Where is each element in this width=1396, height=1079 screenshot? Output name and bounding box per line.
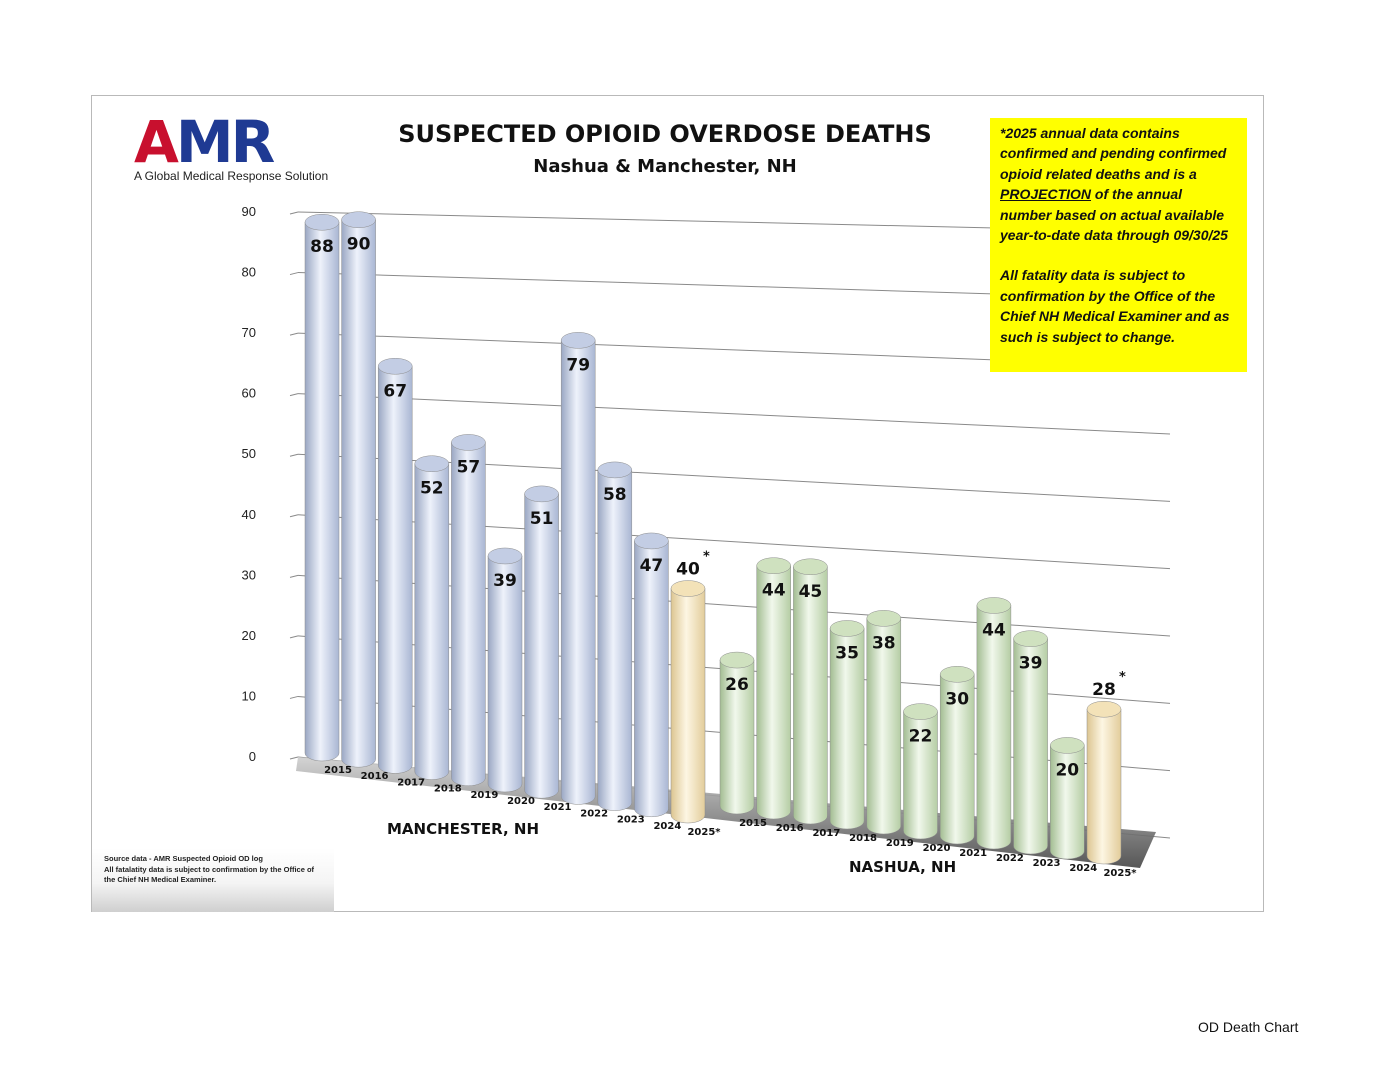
bar-value-label: 67 <box>383 381 408 402</box>
projection-asterisk: * <box>1119 670 1126 686</box>
bar-top <box>342 212 376 228</box>
gridline-wall <box>290 333 298 335</box>
bar-value-label: 26 <box>725 675 749 696</box>
x-tick-label: 2020 <box>507 796 535 807</box>
x-tick-label: 2017 <box>812 828 841 839</box>
y-tick-label: 0 <box>248 749 256 764</box>
x-tick-label: 2015 <box>739 818 767 829</box>
bar <box>1087 709 1121 864</box>
gridline-wall <box>290 696 298 698</box>
x-tick-label: 2024 <box>1069 863 1098 874</box>
bar-value-label: 88 <box>310 237 334 258</box>
bar-top <box>378 358 412 374</box>
bar <box>757 566 791 819</box>
projection-asterisk: * <box>703 549 710 565</box>
y-tick-label: 90 <box>241 204 256 219</box>
source-note-disclaimer: All fatalatity data is subject to confirmation by the Office of the Chief NH Medical Examiner. <box>104 864 315 884</box>
bar-top <box>1050 737 1084 753</box>
bar <box>342 220 376 767</box>
bar-value-label: 39 <box>1018 653 1043 674</box>
bar-value-label: 40 <box>676 559 700 580</box>
bar <box>671 589 705 823</box>
x-tick-label: 2022 <box>995 853 1024 864</box>
amr-logo <box>134 108 329 185</box>
bar <box>488 556 522 792</box>
x-tick-label: 2025* <box>687 827 721 838</box>
x-tick-label: 2017 <box>397 777 426 789</box>
x-tick-label: 2018 <box>433 783 462 795</box>
series-label-manchester: MANCHESTER, NH <box>387 820 540 838</box>
bar-top <box>1014 631 1048 647</box>
x-tick-label: 2023 <box>1032 858 1061 869</box>
page-footer: OD Death Chart <box>1198 1019 1299 1035</box>
gridline <box>298 394 1170 434</box>
y-tick-label: 30 <box>241 567 256 583</box>
projection-note <box>990 118 1247 372</box>
bar-value-label: 35 <box>835 643 859 664</box>
bar-top <box>415 456 449 472</box>
y-tick-label: 60 <box>241 385 256 401</box>
gridline-wall <box>290 454 298 456</box>
source-note <box>92 848 334 912</box>
bar <box>305 222 339 761</box>
bar <box>415 464 449 780</box>
x-tick-label: 2018 <box>849 833 878 844</box>
bar-value-label: 51 <box>529 508 554 529</box>
bar-value-label: 47 <box>639 555 664 576</box>
bar-top <box>488 548 522 564</box>
bar-top <box>830 620 864 636</box>
chart-subtitle: Nashua & Manchester, NH <box>533 156 797 177</box>
y-tick-label: 20 <box>241 627 256 643</box>
bar-value-label: 44 <box>982 620 1006 641</box>
bar-value-label: 39 <box>493 570 517 591</box>
bar-top <box>904 704 938 720</box>
x-tick-label: 2019 <box>885 838 914 849</box>
gridline-wall <box>290 212 298 214</box>
gridline-wall <box>290 757 298 759</box>
bar-top <box>451 434 485 450</box>
bar-top <box>757 558 791 574</box>
bar-top <box>867 610 901 626</box>
bar <box>451 442 485 785</box>
bar-top <box>671 581 705 597</box>
bar-value-label: 30 <box>945 689 970 710</box>
chart-title: SUSPECTED OPIOID OVERDOSE DEATHS <box>398 120 932 148</box>
gridline-wall <box>290 575 298 577</box>
gridline-wall <box>290 394 298 396</box>
bar-top <box>561 332 595 348</box>
bar-top <box>1087 701 1121 717</box>
gridline-wall <box>290 273 298 275</box>
bar <box>634 541 668 817</box>
projection-note-text: *2025 annual data contains confirmed and pending confirmed opioid related deaths and is a PROJECTION of the annual number based on actual available year-to-date data through 09/30/25 <box>1000 125 1228 244</box>
amr-logo-tagline: A Global Medical Response Solution <box>134 169 329 183</box>
bar <box>977 605 1011 849</box>
bar-value-label: 57 <box>456 457 481 478</box>
bar-value-label: 45 <box>798 581 823 602</box>
bar <box>598 470 632 811</box>
x-tick-label: 2020 <box>922 843 951 854</box>
bar-top <box>940 666 974 682</box>
bar <box>378 366 412 773</box>
amr-logo-wordmark: AMR <box>134 108 273 176</box>
x-tick-label: 2016 <box>775 823 804 834</box>
y-tick-label: 70 <box>241 325 256 341</box>
bar <box>561 340 595 804</box>
gridline-wall <box>290 515 298 517</box>
bar <box>793 567 827 824</box>
x-tick-label: 2025* <box>1103 868 1137 879</box>
bar-value-label: 52 <box>419 478 444 499</box>
bar-value-label: 79 <box>566 355 591 376</box>
y-tick-label: 40 <box>241 506 256 522</box>
bar-top <box>598 462 632 478</box>
bar-value-label: 90 <box>346 234 371 255</box>
bar-value-label: 22 <box>908 726 933 747</box>
bar <box>525 494 559 798</box>
series-label-nashua: NASHUA, NH <box>849 858 957 876</box>
bar-top <box>977 597 1011 613</box>
y-tick-label: 50 <box>241 446 256 462</box>
x-tick-label: 2023 <box>616 814 645 826</box>
x-tick-label: 2019 <box>470 789 499 801</box>
bar-value-label: 28 <box>1092 680 1116 701</box>
bar-top <box>305 214 339 230</box>
x-tick-label: 2016 <box>360 771 389 783</box>
bar-value-label: 38 <box>871 633 896 654</box>
x-tick-label: 2021 <box>543 802 572 814</box>
y-tick-label: 10 <box>241 688 256 704</box>
y-tick-label: 80 <box>241 264 256 280</box>
fatality-note-text: All fatality data is subject to confirmation by the Office of the Chief NH Medical Examiner and as such is subject to change. <box>1000 267 1230 345</box>
x-tick-label: 2022 <box>580 808 609 820</box>
bar-top <box>720 652 754 668</box>
bar-value-label: 58 <box>602 484 627 505</box>
bar-top <box>634 533 668 549</box>
bar-top <box>793 559 827 575</box>
x-tick-label: 2021 <box>959 848 988 859</box>
gridline-wall <box>290 636 298 638</box>
source-note-line: Source data - AMR Suspected Opioid OD log <box>104 854 263 863</box>
bar-value-label: 20 <box>1055 760 1080 781</box>
bar-value-label: 44 <box>761 580 786 601</box>
bar-top <box>525 486 559 502</box>
x-tick-label: 2015 <box>324 765 352 776</box>
x-tick-label: 2024 <box>653 820 682 832</box>
